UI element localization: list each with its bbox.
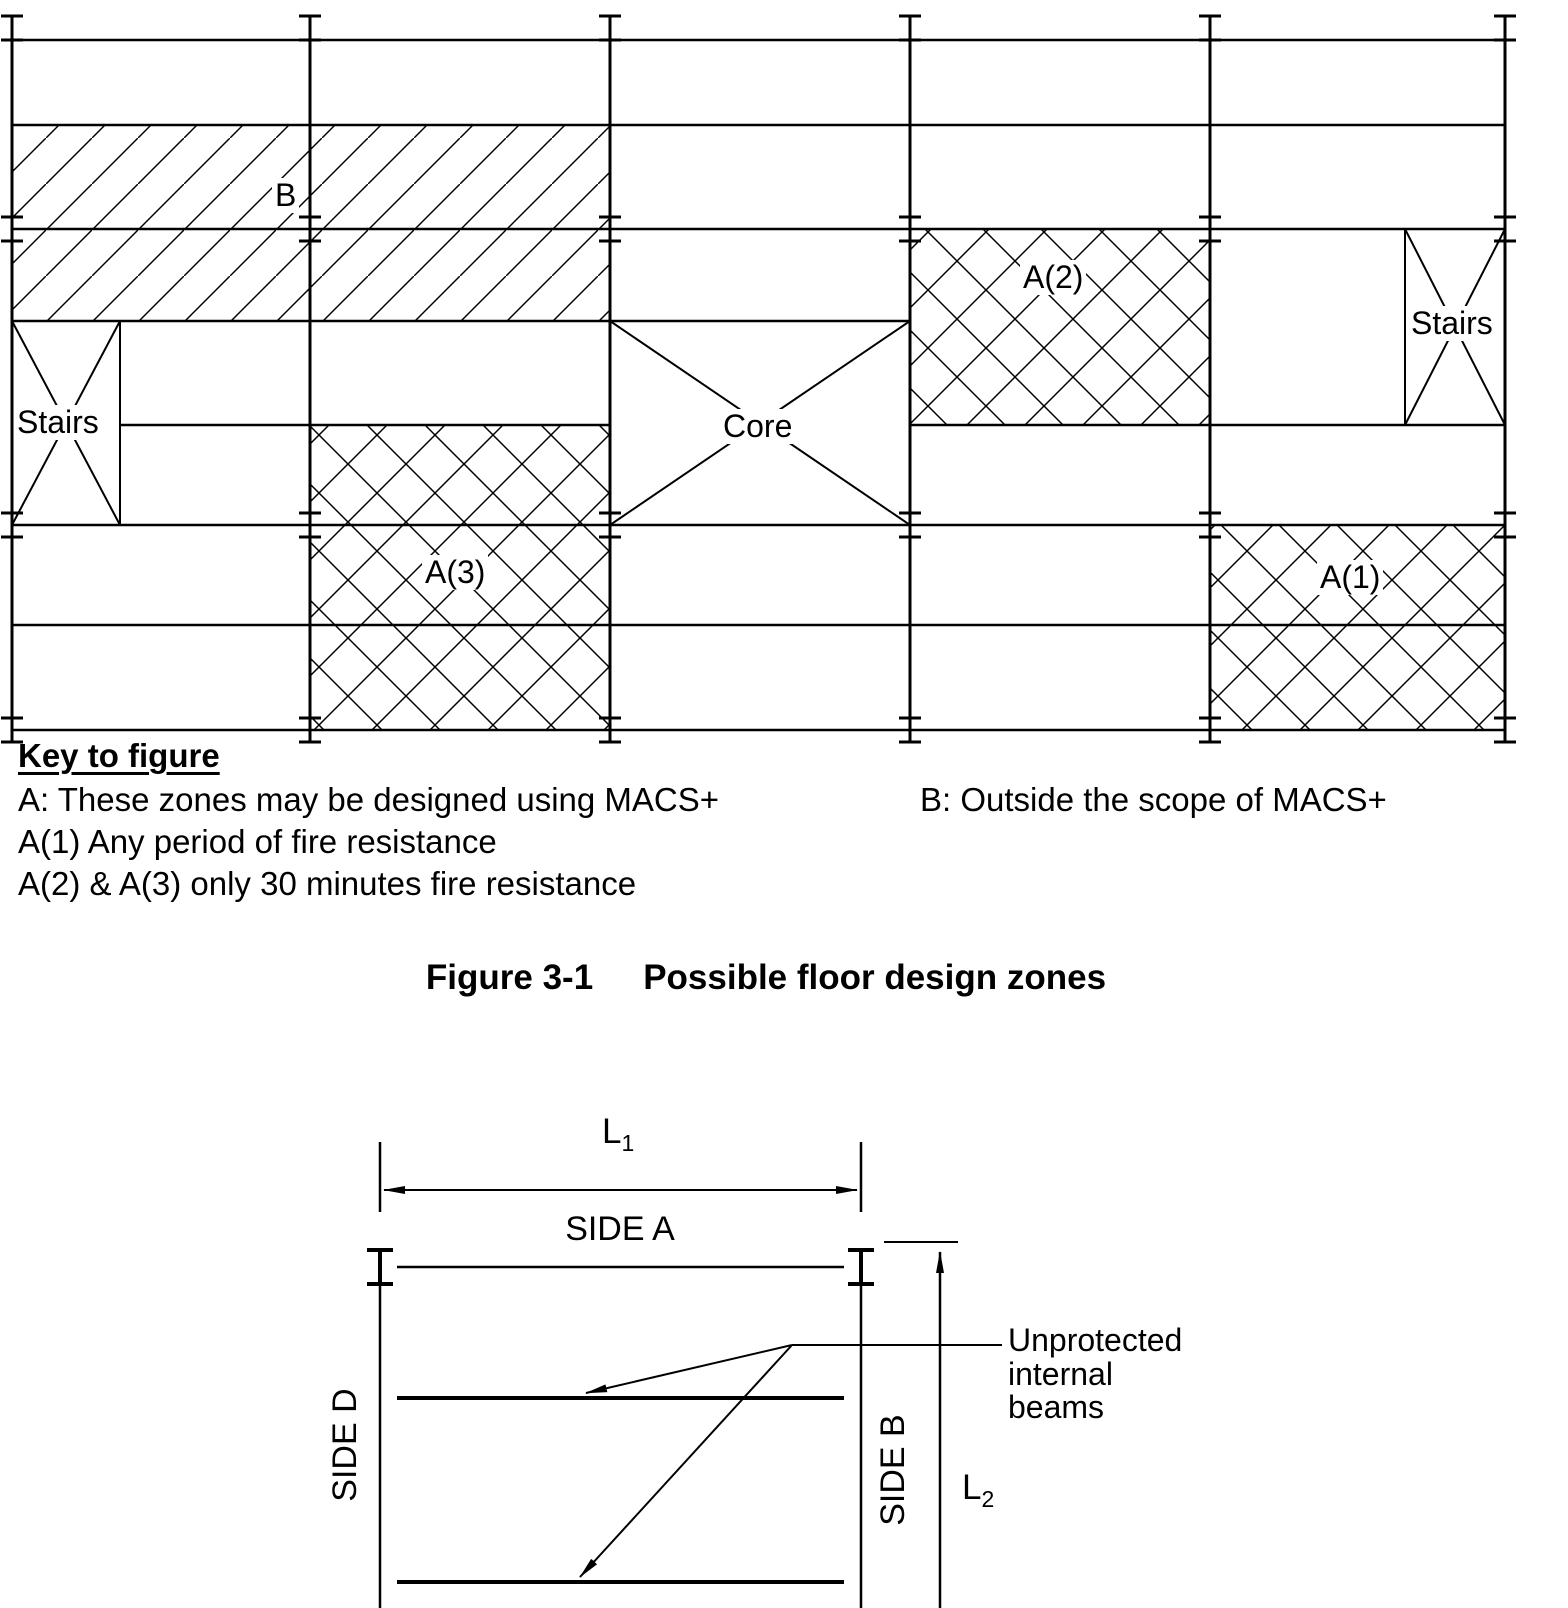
l1-dimension-label — [602, 1112, 634, 1157]
l2-subscript: 2 — [981, 1486, 995, 1512]
key-item-a2-a3: A(2) & A(3) only 30 minutes fire resistance — [18, 865, 637, 902]
note-line-3: beams — [1008, 1389, 1105, 1426]
zone-diagram-drawing — [0, 1080, 1568, 1608]
key-item-a1: A(1) Any period of fire resistance — [18, 823, 497, 860]
figure-caption — [0, 958, 1532, 998]
key-item-a: A: These zones may be designed using MACS+ — [18, 781, 720, 818]
ibeam-column-icon-left — [367, 1250, 393, 1284]
key-heading: Key to figure — [18, 737, 220, 774]
zone-a3-label: A(3) — [422, 555, 488, 590]
stairs-left-label: Stairs — [14, 405, 102, 440]
ibeam-column-icon-right — [848, 1250, 874, 1284]
zone-a1-hatch — [1210, 525, 1505, 730]
figure-number: Figure 3-1 — [425, 958, 594, 997]
stairs-right-label: Stairs — [1408, 306, 1496, 341]
key-item-b: B: Outside the scope of MACS+ — [920, 781, 1387, 818]
side-a-label: SIDE A — [565, 1210, 675, 1248]
side-b-label: SIDE B — [874, 1414, 912, 1526]
note-arrow-to-beam-2 — [580, 1345, 792, 1577]
unprotected-beams-note — [1008, 1324, 1182, 1425]
l1-subscript: 1 — [621, 1130, 635, 1156]
zone-a1-label: A(1) — [1317, 560, 1383, 595]
zone-b-label: B — [272, 178, 299, 213]
note-line-1: Unprotected — [1008, 1322, 1183, 1358]
zone-a2-label: A(2) — [1020, 260, 1086, 295]
l1-base: L — [602, 1112, 622, 1151]
note-line-2: internal — [1008, 1355, 1113, 1392]
core-label: Core — [720, 409, 795, 444]
floor-plan-drawing — [0, 0, 1568, 748]
figure-title: Possible floor design zones — [643, 958, 1107, 997]
l2-base: L — [962, 1468, 982, 1507]
note-arrow-to-beam-1 — [586, 1345, 792, 1393]
l2-dimension-label — [962, 1468, 994, 1513]
side-d-label: SIDE D — [326, 1388, 364, 1502]
